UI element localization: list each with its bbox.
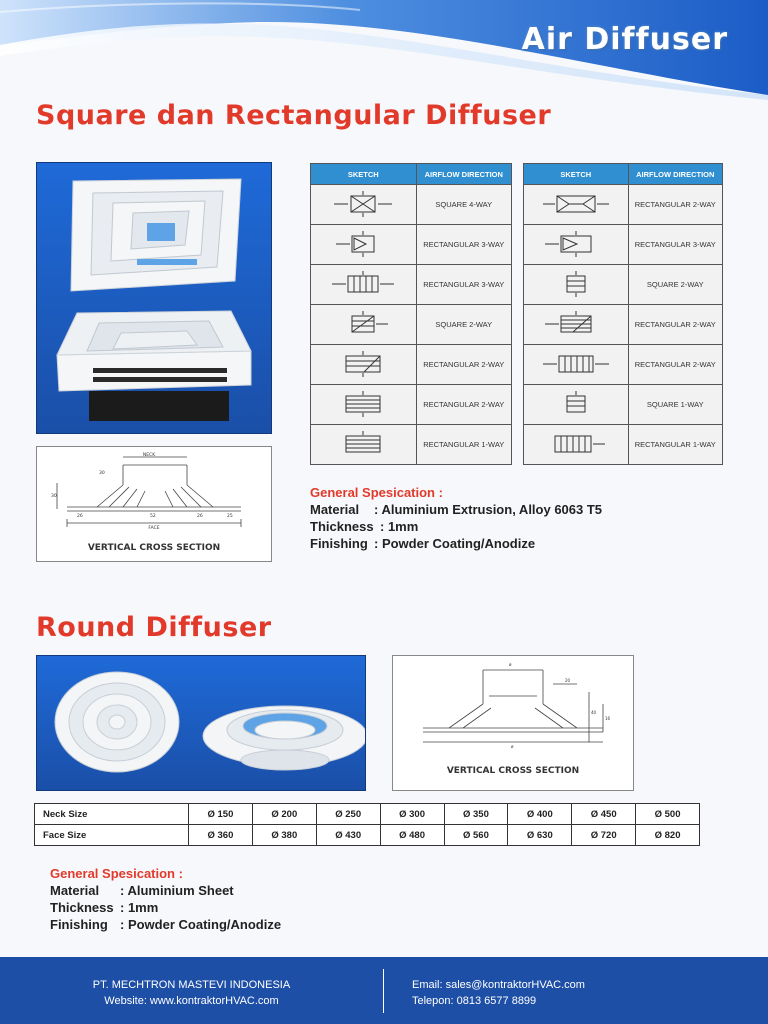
neck-size-cell: Ø 200: [252, 804, 316, 825]
sketch-rectangular-3way-icon: [311, 225, 417, 265]
spec-heading: General Spesication :: [50, 866, 183, 881]
sketch-rectangular-3way-icon: [311, 265, 417, 305]
airflow-table-right: [523, 163, 723, 465]
neck-size-cell: Ø 450: [572, 804, 636, 825]
table-right-header-sketch: SKETCH: [524, 164, 629, 185]
table-row: [524, 225, 723, 265]
airflow-direction-cell: RECTANGULAR 3-WAY: [628, 225, 722, 265]
face-size-cell: Ø 630: [508, 825, 572, 846]
table-row: [311, 305, 512, 345]
spec-material-value: : Aluminium Sheet: [120, 883, 234, 898]
spec-finishing-value: : Powder Coating/Anodize: [374, 536, 536, 551]
neck-size-cell: Ø 400: [508, 804, 572, 825]
neck-size-cell: Ø 150: [189, 804, 253, 825]
table-row: [311, 225, 512, 265]
svg-text:16: 16: [605, 716, 611, 721]
table-row: [311, 265, 512, 305]
face-size-cell: Ø 560: [444, 825, 508, 846]
airflow-direction-cell: RECTANGULAR 2-WAY: [416, 345, 511, 385]
neck-size-cell: Ø 350: [444, 804, 508, 825]
airflow-direction-cell: SQUARE 2-WAY: [416, 305, 511, 345]
sketch-rectangular-2way-icon: [524, 345, 629, 385]
face-size-cell: Ø 480: [380, 825, 444, 846]
spec-material-label: Material: [50, 883, 100, 898]
round-cross-section-drawing: [393, 656, 633, 762]
square-cross-section-diagram: [36, 446, 272, 562]
sketch-square-1way-icon: [524, 385, 629, 425]
svg-text:20: 20: [565, 678, 571, 683]
airflow-direction-cell: RECTANGULAR 2-WAY: [628, 345, 722, 385]
table-row: [524, 185, 723, 225]
square-general-specification: [310, 484, 602, 552]
footer-website-link[interactable]: Website: www.kontraktorHVAC.com: [104, 995, 279, 1007]
face-size-cell: Ø 360: [189, 825, 253, 846]
airflow-direction-cell: RECTANGULAR 3-WAY: [416, 265, 511, 305]
sketch-rectangular-2way-icon: [311, 385, 417, 425]
spec-material-value: : Aluminium Extrusion, Alloy 6063 T5: [374, 502, 603, 517]
face-size-label: Face Size: [35, 825, 189, 846]
table-row: [311, 425, 512, 465]
dim-label-6: 30: [51, 494, 57, 499]
table-row-face-size: [35, 825, 700, 846]
sketch-square-2way-icon: [524, 265, 629, 305]
table-row: [311, 385, 512, 425]
airflow-direction-cell: RECTANGULAR 2-WAY: [628, 185, 722, 225]
svg-text:40: 40: [591, 710, 597, 715]
footer-left: [0, 977, 383, 1009]
round-general-specification: [50, 865, 281, 933]
sketch-square-4way-icon: [311, 185, 417, 225]
round-cross-section-caption: VERTICAL CROSS SECTION: [446, 766, 580, 776]
spec-thickness-value: : 1mm: [380, 519, 419, 534]
neck-size-cell: Ø 500: [636, 804, 700, 825]
face-size-cell: Ø 820: [636, 825, 700, 846]
sketch-rectangular-1way-icon: [311, 425, 417, 465]
airflow-direction-cell: SQUARE 4-WAY: [416, 185, 511, 225]
airflow-direction-cell: RECTANGULAR 1-WAY: [628, 425, 722, 465]
section-title-round-diffuser: Round Diffuser: [36, 612, 272, 643]
table-left-header-airflow: AIRFLOW DIRECTION: [416, 164, 511, 185]
round-diffuser-illustration: [37, 656, 365, 790]
svg-text:ø: ø: [511, 744, 514, 749]
dim-label-3: 52: [150, 514, 156, 519]
dim-label-5: 25: [227, 514, 233, 519]
page-header-title: Air Diffuser: [521, 22, 728, 57]
airflow-direction-cell: RECTANGULAR 1-WAY: [416, 425, 511, 465]
face-size-cell: Ø 720: [572, 825, 636, 846]
svg-text:ø: ø: [509, 662, 512, 667]
sketch-rectangular-3way-icon: [524, 225, 629, 265]
spec-finishing-label: Finishing: [50, 917, 108, 932]
footer-bar: [0, 957, 768, 1024]
airflow-direction-cell: RECTANGULAR 2-WAY: [628, 305, 722, 345]
round-diffuser-photo: [36, 655, 366, 791]
table-row: [524, 265, 723, 305]
spec-finishing-value: : Powder Coating/Anodize: [120, 917, 282, 932]
table-row: [524, 385, 723, 425]
table-right-header-airflow: AIRFLOW DIRECTION: [628, 164, 722, 185]
table-row: [311, 185, 512, 225]
table-left-header-sketch: SKETCH: [311, 164, 417, 185]
table-row: [311, 345, 512, 385]
neck-size-label: Neck Size: [35, 804, 189, 825]
airflow-direction-cell: SQUARE 2-WAY: [628, 265, 722, 305]
face-size-cell: Ø 430: [316, 825, 380, 846]
square-cross-section-caption: VERTICAL CROSS SECTION: [87, 543, 221, 553]
face-size-cell: Ø 380: [252, 825, 316, 846]
square-diffuser-photo: [36, 162, 272, 434]
neck-size-cell: Ø 300: [380, 804, 444, 825]
airflow-direction-cell: RECTANGULAR 3-WAY: [416, 225, 511, 265]
footer-divider: [383, 969, 384, 1013]
cross-section-drawing: [37, 447, 271, 539]
dim-label-2: 26: [77, 514, 83, 519]
footer-right: [412, 977, 585, 1009]
spec-finishing-label: Finishing: [310, 536, 368, 551]
table-row: [524, 425, 723, 465]
sketch-rectangular-2way-icon: [524, 185, 629, 225]
spec-thickness-label: Thickness: [310, 519, 374, 534]
spec-thickness-label: Thickness: [50, 900, 114, 915]
dim-label-1: 30: [99, 471, 105, 476]
spec-heading: General Spesication :: [310, 485, 443, 500]
airflow-direction-cell: RECTANGULAR 2-WAY: [416, 385, 511, 425]
airflow-table-left: [310, 163, 512, 465]
sketch-rectangular-1way-icon: [524, 425, 629, 465]
round-cross-section-diagram: [392, 655, 634, 791]
square-diffuser-illustration: [37, 163, 271, 433]
table-row-neck-size: [35, 804, 700, 825]
face-dim-label: FACE: [148, 526, 160, 531]
spec-material-label: Material: [310, 502, 360, 517]
neck-dim-label: NECK: [142, 453, 156, 458]
sketch-rectangular-2way-icon: [311, 345, 417, 385]
footer-email-link[interactable]: Email: sales@kontraktorHVAC.com: [412, 979, 585, 991]
sketch-square-2way-icon: [311, 305, 417, 345]
section-title-square-rectangular: Square dan Rectangular Diffuser: [36, 100, 552, 131]
table-row: [524, 305, 723, 345]
table-row: [524, 345, 723, 385]
footer-phone: Telepon: 0813 6577 8899: [412, 995, 537, 1007]
spec-thickness-value: : 1mm: [120, 900, 159, 915]
neck-size-cell: Ø 250: [316, 804, 380, 825]
dim-label-4: 26: [197, 514, 203, 519]
sketch-rectangular-2way-icon: [524, 305, 629, 345]
airflow-direction-cell: SQUARE 1-WAY: [628, 385, 722, 425]
footer-company-name: PT. MECHTRON MASTEVI INDONESIA: [92, 979, 291, 991]
round-size-table: [34, 803, 700, 846]
